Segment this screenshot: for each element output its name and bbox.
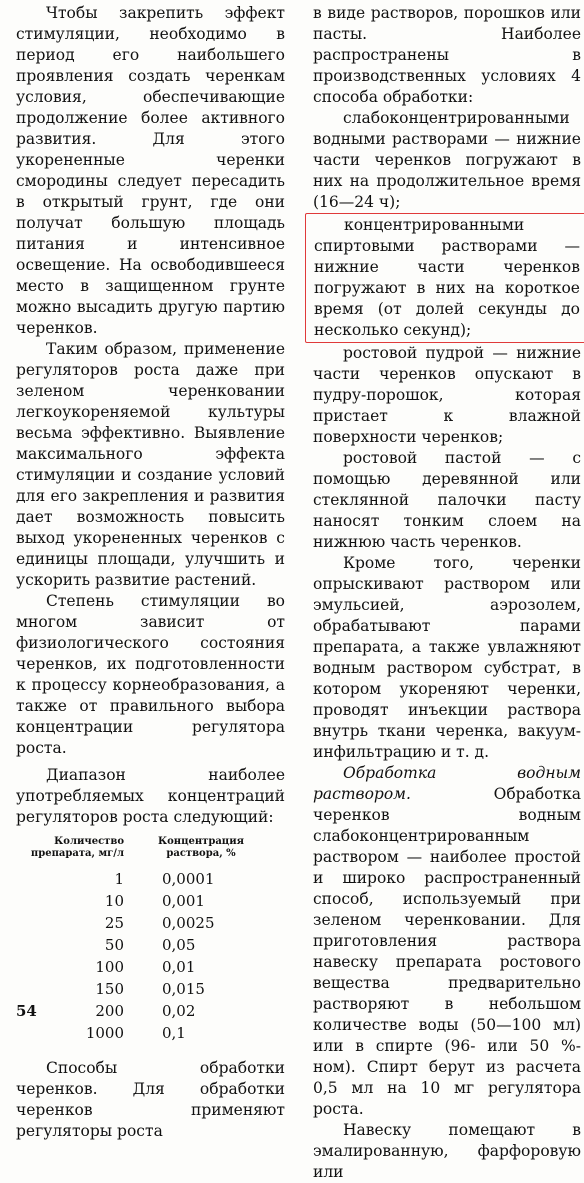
paragraph-weak-aqueous: слабоконцентрированными водными растворами — нижние части черенков погружают в них на продолжительное время (16—24 ч); bbox=[313, 109, 581, 211]
table-row bbox=[28, 956, 256, 978]
table-row bbox=[28, 978, 256, 1000]
paragraph-growth-paste: ростовой пастой — с помощью деревянной или стеклянной палочки пасту наносят тонким слоем на нижнюю часть черенков. bbox=[313, 449, 581, 551]
cell-concentration: 0,015 bbox=[162, 980, 205, 998]
paragraph-sample-placement: Навеску помещают в эмалированную, фарфоровую или bbox=[313, 1121, 581, 1181]
cell-concentration: 0,01 bbox=[162, 958, 196, 976]
cell-amount: 100 bbox=[95, 958, 124, 976]
cell-amount: 25 bbox=[104, 914, 124, 932]
paragraph-spraying: Кроме того, черенки опрыскивают раствором или эмульсией, аэрозолем, обрабатывают парами препарата, а также увлажняют водным раствором субстрат, в котором укореняют черенки, проводят инъекции раствора внутрь ткани черенка, вакуум-инфильтрацию и т. д. bbox=[313, 554, 581, 761]
cell-amount: 10 bbox=[104, 892, 124, 910]
cell-amount: 150 bbox=[95, 980, 124, 998]
paragraph-forms: в виде растворов, порошков или пасты. Наиболее распространены в производственных условиях 4 способа обработки: bbox=[313, 4, 581, 106]
paragraph-treatment-methods: Способы обработки черенков. Для обработки черенков применяют регуляторы роста bbox=[16, 1059, 285, 1140]
paragraph-stimulation-degree: Степень стимуляции во многом зависит от физиологического состояния черенков, их подготовленности к процессу корнеобразования, а также от правильного выбора концентрации регулятора роста. bbox=[16, 592, 285, 757]
paragraph-growth-regulators: Таким образом, применение регуляторов роста даже при зеленом черенковании легкоукореняемой культуры весьма эффективно. Выявление максимального эффекта стимуляции и создание условий для его закрепления и развития дает возможность повысить выход укорененных черенков с единицы площади, улучшить и ускорить развитие растений. bbox=[16, 340, 285, 589]
table-row bbox=[28, 1000, 256, 1022]
cell-amount: 1 bbox=[114, 870, 124, 888]
table-header-amount: Количество препарата, мг/л bbox=[30, 836, 124, 859]
paragraph-concentration-range: Диапазон наиболее употребляемых концентраций регуляторов роста следующий: bbox=[16, 766, 285, 826]
section-heading-aqueous: Обработка водным раствором. bbox=[313, 764, 581, 803]
paragraph-stimulation-effect: Чтобы закрепить эффект стимуляции, необходимо в период его наибольшего проявления создать черенкам условия, обеспечивающие продолжение более активного развития. Для этого укорененные черенки смородины следует пересадить в открытый грунт, где они получат большую площадь питания и интенсивное освещение. На освободившееся место в защищенном грунте можно высадить другую партию черенков. bbox=[16, 4, 285, 337]
table-row bbox=[28, 868, 256, 890]
table-row bbox=[28, 934, 256, 956]
paragraph-growth-powder: ростовой пудрой — нижние части черенков опускают в пудру-порошок, которая пристает к влажной поверхности черенков; bbox=[313, 344, 581, 446]
cell-concentration: 0,05 bbox=[162, 936, 196, 954]
table-row bbox=[28, 912, 256, 934]
cell-amount: 200 bbox=[95, 1002, 124, 1020]
paragraph-aqueous-treatment bbox=[313, 763, 581, 1120]
paragraph-aqueous-body: Обработка черенков водным слабоконцентрированным раствором — наиболее простой и широко распространенный способ, используемый при зеленом черенковании. Для приготовления раствора навеску препарата ростового вещества предварительно растворяют в небольшом количестве воды (50—100 мл) или в спирте (96- или 50 %-ном). Спирт берут из расчета 0,5 мл на 10 мг регулятора роста. bbox=[313, 785, 581, 1118]
cell-concentration: 0,0001 bbox=[162, 870, 215, 888]
cell-amount: 50 bbox=[104, 936, 124, 954]
cell-amount: 1000 bbox=[85, 1024, 124, 1042]
cell-concentration: 0,001 bbox=[162, 892, 205, 910]
cell-concentration: 0,1 bbox=[162, 1024, 186, 1042]
right-column bbox=[313, 3, 581, 1183]
cell-concentration: 0,0025 bbox=[162, 914, 215, 932]
table-header-concentration: Концентрация раствора, % bbox=[157, 836, 244, 859]
table-row bbox=[28, 1022, 256, 1044]
highlighted-paragraph-alcohol-solutions: концентрированными спиртовыми растворами — нижние части черенков погружают в них на короткое время (от долей секунды до несколько секунд); bbox=[305, 213, 584, 343]
cell-concentration: 0,02 bbox=[162, 1002, 196, 1020]
concentration-table bbox=[28, 836, 256, 1044]
table-row bbox=[28, 890, 256, 912]
left-column bbox=[16, 3, 285, 1142]
page-number: 54 bbox=[16, 1002, 37, 1020]
